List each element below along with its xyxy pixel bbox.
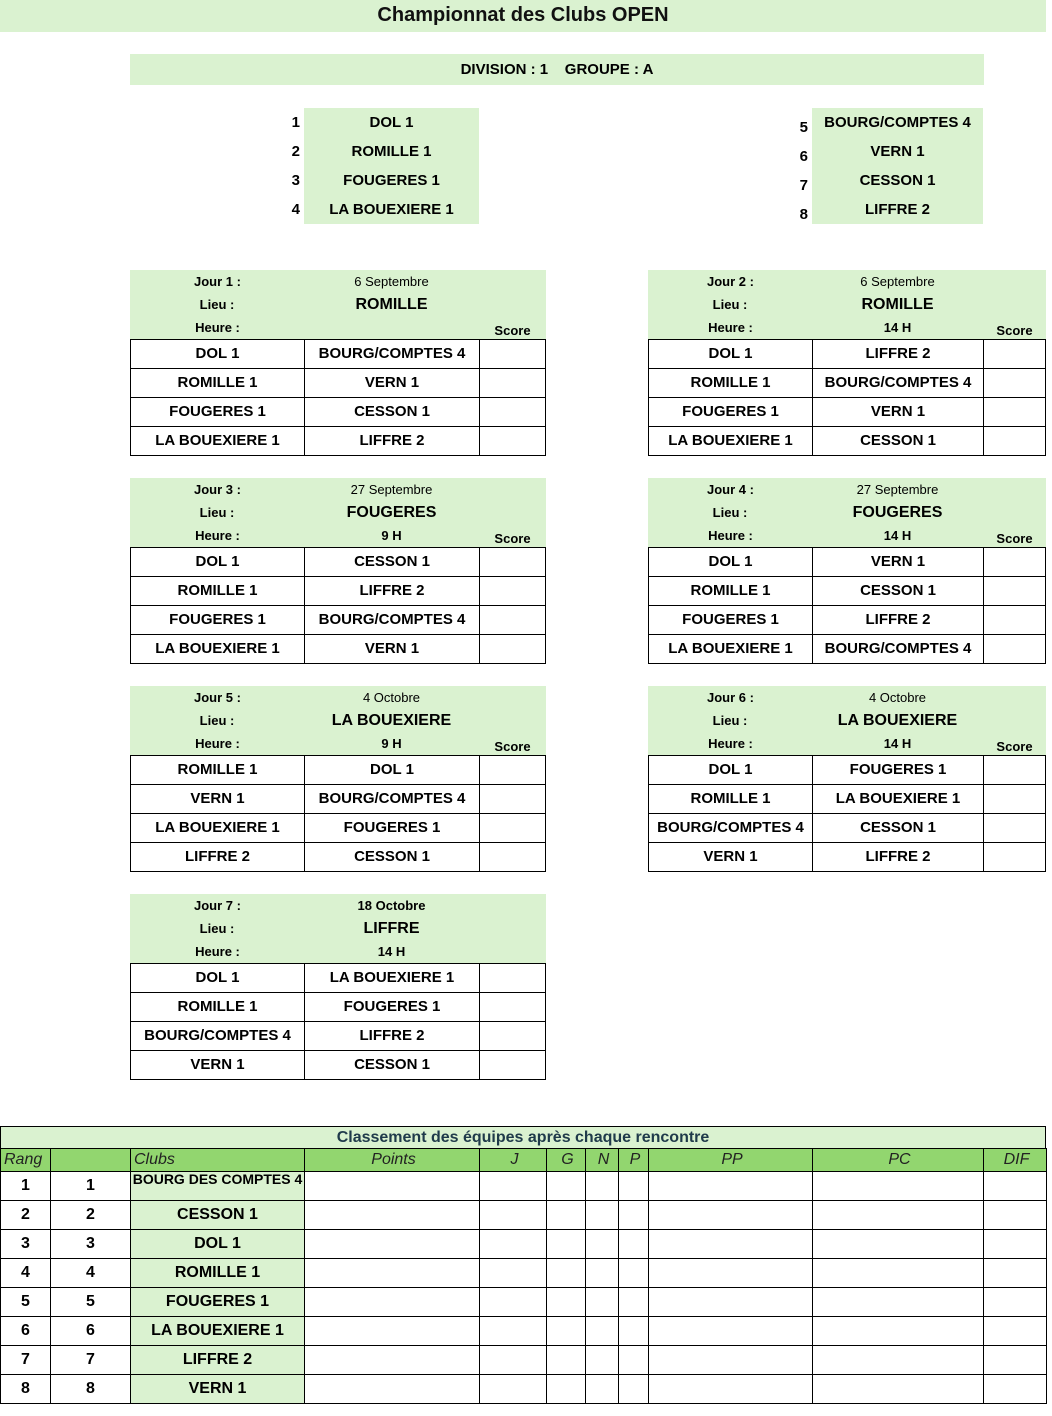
score-input[interactable] <box>479 576 546 606</box>
match-away: LA BOUEXIERE 1 <box>304 963 480 993</box>
column-header: PP <box>648 1148 813 1172</box>
day-date: 4 Octobre <box>868 690 927 705</box>
score-input[interactable] <box>479 634 546 664</box>
match-away: LIFFRE 2 <box>812 339 984 369</box>
team-number: 1 <box>50 1171 131 1201</box>
match-away: LIFFRE 2 <box>812 842 984 872</box>
club-name: LIFFRE 2 <box>130 1345 305 1375</box>
score-label: Score <box>996 739 1033 754</box>
match-home: LIFFRE 2 <box>130 842 305 872</box>
match-away: BOURG/COMPTES 4 <box>304 605 480 635</box>
standings-cell[interactable] <box>479 1374 547 1404</box>
team-number: 6 <box>799 148 808 165</box>
team-number: 3 <box>291 172 300 189</box>
column-header <box>50 1148 131 1172</box>
standings-cell[interactable] <box>618 1316 649 1346</box>
heure-label: Heure : <box>708 528 753 543</box>
score-input[interactable] <box>479 547 546 577</box>
match-away: LIFFRE 2 <box>812 605 984 635</box>
day-date: 6 Septembre <box>860 274 935 289</box>
match-home: ROMILLE 1 <box>130 755 305 785</box>
standings-cell[interactable] <box>618 1258 649 1288</box>
match-home: DOL 1 <box>130 339 305 369</box>
day-label: Jour 4 : <box>707 482 754 497</box>
standings-title: Classement des équipes après chaque rencontre <box>0 1126 1046 1149</box>
match-away: FOUGERES 1 <box>304 813 480 843</box>
standings-cell[interactable] <box>585 1229 619 1259</box>
day-heure: 9 H <box>381 528 402 543</box>
score-input[interactable] <box>983 397 1046 427</box>
score-input[interactable] <box>983 547 1046 577</box>
day-heure: 14 H <box>883 320 912 335</box>
day-heure: 9 H <box>381 736 402 751</box>
rank: 3 <box>0 1229 51 1259</box>
standings-cell[interactable] <box>618 1374 649 1404</box>
score-input[interactable] <box>479 1050 546 1080</box>
score-input[interactable] <box>983 426 1046 456</box>
rank: 5 <box>0 1287 51 1317</box>
score-input[interactable] <box>479 992 546 1022</box>
standings-cell[interactable] <box>479 1287 547 1317</box>
standings-cell[interactable] <box>304 1258 480 1288</box>
match-home: DOL 1 <box>130 547 305 577</box>
standings-cell[interactable] <box>546 1345 586 1375</box>
column-header: Clubs <box>130 1148 305 1172</box>
standings-cell[interactable] <box>479 1258 547 1288</box>
match-away: BOURG/COMPTES 4 <box>304 784 480 814</box>
team-name: ROMILLE 1 <box>304 137 479 166</box>
standings-cell[interactable] <box>648 1171 813 1201</box>
standings-cell[interactable] <box>648 1200 813 1230</box>
standings-cell[interactable] <box>983 1200 1047 1230</box>
standings-cell[interactable] <box>812 1229 984 1259</box>
day-label: Jour 3 : <box>194 482 241 497</box>
standings-cell[interactable] <box>812 1258 984 1288</box>
day-date: 6 Septembre <box>354 274 429 289</box>
standings-cell[interactable] <box>648 1287 813 1317</box>
rank: 7 <box>0 1345 51 1375</box>
standings-cell[interactable] <box>546 1229 586 1259</box>
club-name: CESSON 1 <box>130 1200 305 1230</box>
team-number: 5 <box>50 1287 131 1317</box>
standings-cell[interactable] <box>618 1171 649 1201</box>
standings-cell[interactable] <box>648 1229 813 1259</box>
match-home: VERN 1 <box>130 784 305 814</box>
match-home: DOL 1 <box>648 547 813 577</box>
day-label: Jour 5 : <box>194 690 241 705</box>
team-number: 7 <box>50 1345 131 1375</box>
match-away: BOURG/COMPTES 4 <box>812 368 984 398</box>
standings-cell[interactable] <box>585 1200 619 1230</box>
match-away: CESSON 1 <box>304 397 480 427</box>
match-home: ROMILLE 1 <box>130 368 305 398</box>
rank: 6 <box>0 1316 51 1346</box>
lieu-label: Lieu : <box>199 713 235 728</box>
match-away: CESSON 1 <box>304 547 480 577</box>
match-away: CESSON 1 <box>812 426 984 456</box>
score-input[interactable] <box>479 813 546 843</box>
score-input[interactable] <box>479 426 546 456</box>
day-label: Jour 7 : <box>194 898 241 913</box>
lieu-label: Lieu : <box>712 505 748 520</box>
match-away: LIFFRE 2 <box>304 426 480 456</box>
rank: 8 <box>0 1374 51 1404</box>
day-date: 18 Octobre <box>357 898 426 913</box>
match-home: ROMILLE 1 <box>130 992 305 1022</box>
day-lieu: LA BOUEXIERE <box>331 712 452 729</box>
score-input[interactable] <box>983 755 1046 785</box>
standings-cell[interactable] <box>648 1316 813 1346</box>
match-away: CESSON 1 <box>812 813 984 843</box>
match-home: FOUGERES 1 <box>130 397 305 427</box>
standings-cell[interactable] <box>304 1287 480 1317</box>
lieu-label: Lieu : <box>712 713 748 728</box>
match-home: ROMILLE 1 <box>648 576 813 606</box>
team-number: 1 <box>291 114 300 131</box>
score-input[interactable] <box>479 339 546 369</box>
match-home: LA BOUEXIERE 1 <box>648 426 813 456</box>
match-away: CESSON 1 <box>812 576 984 606</box>
standings-cell[interactable] <box>546 1287 586 1317</box>
day-date: 27 Septembre <box>856 482 939 497</box>
match-home: LA BOUEXIERE 1 <box>130 426 305 456</box>
team-number: 5 <box>799 119 808 136</box>
score-label: Score <box>494 323 531 338</box>
standings-cell[interactable] <box>304 1229 480 1259</box>
score-label: Score <box>494 739 531 754</box>
match-away: CESSON 1 <box>304 842 480 872</box>
match-home: DOL 1 <box>130 963 305 993</box>
score-input[interactable] <box>479 784 546 814</box>
match-home: FOUGERES 1 <box>648 397 813 427</box>
standings-cell[interactable] <box>812 1345 984 1375</box>
standings-cell[interactable] <box>546 1171 586 1201</box>
lieu-label: Lieu : <box>199 505 235 520</box>
column-header: Points <box>304 1148 480 1172</box>
club-name: LA BOUEXIERE 1 <box>130 1316 305 1346</box>
heure-label: Heure : <box>708 320 753 335</box>
match-away: LA BOUEXIERE 1 <box>812 784 984 814</box>
team-number: 2 <box>50 1200 131 1230</box>
column-header: G <box>546 1148 586 1172</box>
match-away: FOUGERES 1 <box>304 992 480 1022</box>
standings-cell[interactable] <box>546 1258 586 1288</box>
standings-cell[interactable] <box>304 1200 480 1230</box>
match-away: CESSON 1 <box>304 1050 480 1080</box>
club-name: DOL 1 <box>130 1229 305 1259</box>
match-away: VERN 1 <box>304 634 480 664</box>
standings-cell[interactable] <box>304 1374 480 1404</box>
day-date: 4 Octobre <box>362 690 421 705</box>
team-number: 8 <box>799 206 808 223</box>
day-label: Jour 1 : <box>194 274 241 289</box>
standings-cell[interactable] <box>585 1287 619 1317</box>
standings-cell[interactable] <box>812 1171 984 1201</box>
team-number: 7 <box>799 177 808 194</box>
club-name: VERN 1 <box>130 1374 305 1404</box>
lieu-label: Lieu : <box>199 921 235 936</box>
standings-cell[interactable] <box>648 1258 813 1288</box>
column-header: J <box>479 1148 547 1172</box>
day-heure: 14 H <box>883 736 912 751</box>
score-input[interactable] <box>983 339 1046 369</box>
day-lieu: ROMILLE <box>861 296 934 313</box>
score-input[interactable] <box>983 368 1046 398</box>
match-away: LIFFRE 2 <box>304 1021 480 1051</box>
standings-cell[interactable] <box>304 1345 480 1375</box>
day-heure: 14 H <box>377 944 406 959</box>
standings-cell[interactable] <box>479 1316 547 1346</box>
column-header: DIF <box>983 1148 1047 1172</box>
rank: 2 <box>0 1200 51 1230</box>
standings-cell[interactable] <box>983 1287 1047 1317</box>
standings-cell[interactable] <box>304 1171 480 1201</box>
standings-cell[interactable] <box>585 1345 619 1375</box>
standings-cell[interactable] <box>546 1316 586 1346</box>
standings-cell[interactable] <box>585 1258 619 1288</box>
match-away: FOUGERES 1 <box>812 755 984 785</box>
rank: 4 <box>0 1258 51 1288</box>
match-home: LA BOUEXIERE 1 <box>130 634 305 664</box>
day-lieu: FOUGERES <box>346 504 437 521</box>
day-lieu: LA BOUEXIERE <box>837 712 958 729</box>
match-home: DOL 1 <box>648 755 813 785</box>
standings-cell[interactable] <box>546 1200 586 1230</box>
heure-label: Heure : <box>195 736 240 751</box>
team-name: VERN 1 <box>812 137 983 166</box>
standings-cell[interactable] <box>479 1171 547 1201</box>
day-lieu: ROMILLE <box>355 296 428 313</box>
match-away: DOL 1 <box>304 755 480 785</box>
match-home: FOUGERES 1 <box>130 605 305 635</box>
score-input[interactable] <box>479 368 546 398</box>
match-home: ROMILLE 1 <box>130 576 305 606</box>
column-header: Rang <box>0 1148 51 1172</box>
score-input[interactable] <box>983 842 1046 872</box>
score-label: Score <box>996 323 1033 338</box>
match-home: LA BOUEXIERE 1 <box>648 634 813 664</box>
team-number: 6 <box>50 1316 131 1346</box>
day-lieu: LIFFRE <box>363 920 420 937</box>
standings-cell[interactable] <box>479 1345 547 1375</box>
division-group: DIVISION : 1 GROUPE : A <box>130 54 984 85</box>
score-input[interactable] <box>983 813 1046 843</box>
team-name: LA BOUEXIERE 1 <box>304 195 479 224</box>
lieu-label: Lieu : <box>712 297 748 312</box>
standings-cell[interactable] <box>618 1287 649 1317</box>
club-name: BOURG DES COMPTES 4 <box>130 1171 305 1201</box>
day-heure <box>304 316 479 339</box>
column-header: N <box>585 1148 619 1172</box>
rank: 1 <box>0 1171 51 1201</box>
standings-cell[interactable] <box>546 1374 586 1404</box>
score-input[interactable] <box>983 605 1046 635</box>
standings-cell[interactable] <box>983 1171 1047 1201</box>
team-number: 2 <box>291 143 300 160</box>
heure-label: Heure : <box>708 736 753 751</box>
team-name: CESSON 1 <box>812 166 983 195</box>
standings-cell[interactable] <box>983 1258 1047 1288</box>
team-name: BOURG/COMPTES 4 <box>812 108 983 137</box>
match-away: VERN 1 <box>304 368 480 398</box>
match-home: ROMILLE 1 <box>648 368 813 398</box>
team-number: 4 <box>50 1258 131 1288</box>
match-home: LA BOUEXIERE 1 <box>130 813 305 843</box>
standings-cell[interactable] <box>812 1374 984 1404</box>
standings-cell[interactable] <box>983 1374 1047 1404</box>
club-name: ROMILLE 1 <box>130 1258 305 1288</box>
score-input[interactable] <box>983 784 1046 814</box>
match-home: ROMILLE 1 <box>648 784 813 814</box>
page-title: Championnat des Clubs OPEN <box>0 0 1046 32</box>
match-home: BOURG/COMPTES 4 <box>130 1021 305 1051</box>
score-input[interactable] <box>479 842 546 872</box>
standings-cell[interactable] <box>812 1316 984 1346</box>
heure-label: Heure : <box>195 944 240 959</box>
standings-cell[interactable] <box>812 1200 984 1230</box>
day-heure: 14 H <box>883 528 912 543</box>
score-label: Score <box>494 531 531 546</box>
score-input[interactable] <box>479 963 546 993</box>
match-home: DOL 1 <box>648 339 813 369</box>
team-name: LIFFRE 2 <box>812 195 983 224</box>
standings-cell[interactable] <box>585 1171 619 1201</box>
match-away: VERN 1 <box>812 547 984 577</box>
match-away: BOURG/COMPTES 4 <box>304 339 480 369</box>
standings-cell[interactable] <box>983 1229 1047 1259</box>
match-home: VERN 1 <box>648 842 813 872</box>
standings-cell[interactable] <box>479 1229 547 1259</box>
standings-cell[interactable] <box>618 1229 649 1259</box>
standings-cell[interactable] <box>618 1200 649 1230</box>
score-input[interactable] <box>479 755 546 785</box>
standings-cell[interactable] <box>304 1316 480 1346</box>
standings-cell[interactable] <box>983 1316 1047 1346</box>
lieu-label: Lieu : <box>199 297 235 312</box>
standings-cell[interactable] <box>585 1374 619 1404</box>
column-header: P <box>618 1148 649 1172</box>
standings-cell[interactable] <box>585 1316 619 1346</box>
score-input[interactable] <box>479 1021 546 1051</box>
heure-label: Heure : <box>195 320 240 335</box>
team-number: 4 <box>291 201 300 218</box>
match-away: LIFFRE 2 <box>304 576 480 606</box>
day-lieu: FOUGERES <box>852 504 943 521</box>
team-number: 3 <box>50 1229 131 1259</box>
standings-cell[interactable] <box>648 1345 813 1375</box>
standings-cell[interactable] <box>618 1345 649 1375</box>
score-input[interactable] <box>479 605 546 635</box>
score-input[interactable] <box>983 576 1046 606</box>
team-name: FOUGERES 1 <box>304 166 479 195</box>
score-input[interactable] <box>983 634 1046 664</box>
match-away: BOURG/COMPTES 4 <box>812 634 984 664</box>
standings-cell[interactable] <box>479 1200 547 1230</box>
day-label: Jour 2 : <box>707 274 754 289</box>
heure-label: Heure : <box>195 528 240 543</box>
match-home: FOUGERES 1 <box>648 605 813 635</box>
standings-cell[interactable] <box>812 1287 984 1317</box>
day-date: 27 Septembre <box>350 482 433 497</box>
team-number: 8 <box>50 1374 131 1404</box>
team-name: DOL 1 <box>304 108 479 137</box>
standings-cell[interactable] <box>983 1345 1047 1375</box>
match-home: BOURG/COMPTES 4 <box>648 813 813 843</box>
column-header: PC <box>812 1148 984 1172</box>
standings-cell[interactable] <box>648 1374 813 1404</box>
match-away: VERN 1 <box>812 397 984 427</box>
score-input[interactable] <box>479 397 546 427</box>
match-home: VERN 1 <box>130 1050 305 1080</box>
day-label: Jour 6 : <box>707 690 754 705</box>
score-label: Score <box>996 531 1033 546</box>
club-name: FOUGERES 1 <box>130 1287 305 1317</box>
